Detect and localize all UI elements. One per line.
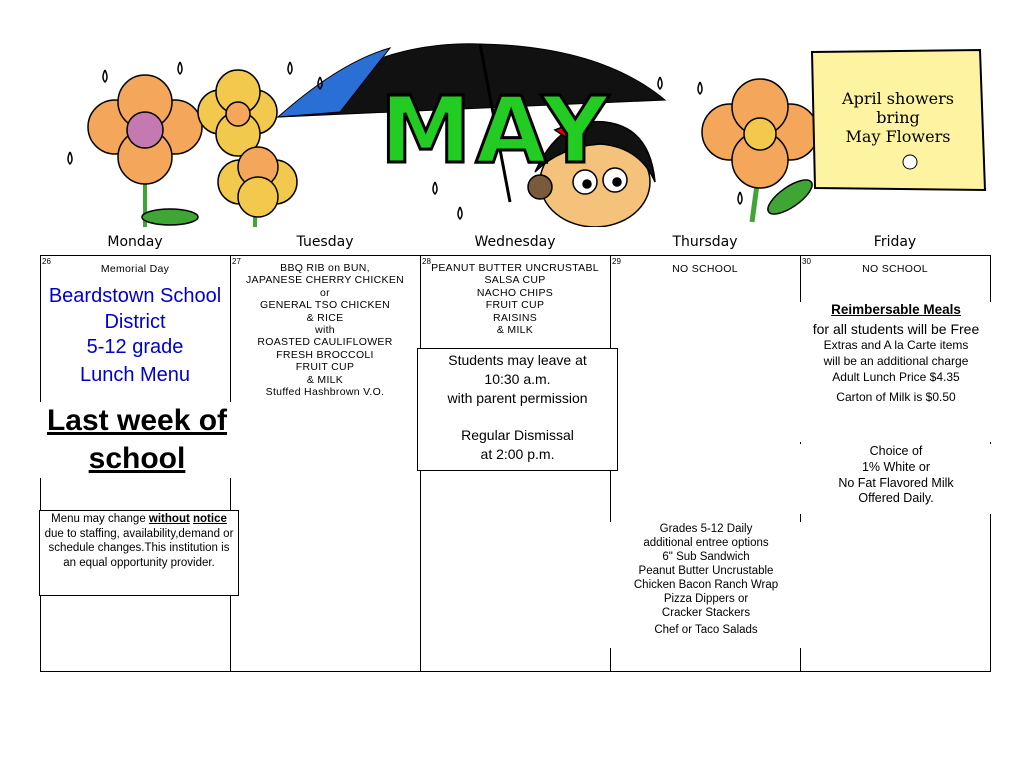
menu-item: FRUIT CUP	[295, 361, 355, 374]
date-number: 27	[232, 257, 241, 266]
menu-item: Stuffed Hashbrown V.O.	[265, 386, 385, 399]
last-week-notice	[32, 402, 242, 478]
tuesday-menu	[231, 262, 419, 398]
flower-icon	[903, 155, 917, 169]
dismissal-line	[418, 407, 617, 426]
meals-line: for all students will be Free	[812, 321, 980, 337]
last-week-line: Last week of	[46, 404, 228, 437]
dismissal-line: 10:30 a.m.	[484, 370, 551, 387]
date-number: 30	[802, 257, 811, 266]
option-line: additional entree options	[643, 537, 769, 549]
dismissal-notice-box	[417, 348, 618, 471]
meals-line: Extras and A la Carte items	[823, 338, 969, 352]
meals-line: Carton of Milk is $0.50	[836, 390, 956, 404]
milk-info	[796, 444, 996, 514]
sign-line: April showers	[842, 89, 954, 108]
date-number: 26	[42, 257, 51, 266]
district-line: Lunch Menu	[79, 363, 191, 386]
milk-line: No Fat Flavored Milk	[838, 475, 954, 490]
last-week-line: school	[88, 442, 186, 475]
menu-item: & RICE	[306, 311, 344, 324]
day-header-wednesday: Wednesday	[474, 234, 556, 250]
menu-item: ROASTED CAULIFLOWER	[257, 336, 393, 349]
meals-line: Adult Lunch Price $4.35	[832, 370, 960, 384]
milk-line: Offered Daily.	[858, 491, 934, 506]
menu-item: SALSA CUP	[484, 274, 546, 287]
option-line: Peanut Butter Uncrustable	[638, 565, 774, 577]
menu-item: with	[315, 324, 335, 337]
menu-item: or	[320, 286, 330, 299]
day-header-friday: Friday	[873, 234, 917, 250]
month-title: MAY	[380, 77, 613, 184]
holiday-label: Memorial Day	[100, 263, 170, 275]
meals-line: will be an additional charge	[823, 354, 969, 368]
menu-item: RAISINS	[492, 311, 538, 324]
entree-options	[604, 522, 808, 648]
sign-line: bring	[876, 108, 920, 127]
milk-line: 1% White or	[861, 459, 931, 474]
day-header-monday: Monday	[107, 234, 163, 250]
sign-line: May Flowers	[845, 127, 951, 146]
option-line: Cracker Stackers	[661, 607, 751, 619]
district-line: District	[104, 310, 166, 333]
status-label: NO SCHOOL	[862, 263, 928, 275]
menu-item: FRUIT CUP	[485, 299, 545, 312]
menu-item: FRESH BROCCOLI	[276, 348, 374, 361]
dismissal-line: Regular Dismissal	[461, 427, 574, 444]
flower-icon	[702, 79, 818, 222]
option-line: Chef or Taco Salads	[654, 624, 758, 636]
dismissal-line: at 2:00 p.m.	[480, 445, 555, 462]
menu-disclaimer-box	[39, 510, 239, 596]
date-number: 28	[422, 257, 431, 266]
district-line: Beardstown School	[48, 285, 222, 307]
menu-item: BBQ RIB on BUN,	[280, 262, 370, 274]
district-line: 5-12 grade	[86, 336, 184, 358]
dismissal-line: Students may leave at	[448, 352, 587, 368]
date-number: 29	[612, 257, 621, 266]
wednesday-menu	[421, 262, 609, 336]
meals-info	[796, 302, 996, 442]
district-title	[40, 284, 230, 388]
menu-item: NACHO CHIPS	[476, 286, 554, 299]
day-header-thursday: Thursday	[672, 234, 738, 250]
flower-icon	[88, 70, 297, 227]
banner-illustration	[40, 22, 1000, 227]
option-line: 6" Sub Sandwich	[662, 551, 750, 563]
menu-item: & MILK	[306, 373, 344, 386]
option-line: Pizza Dippers or	[663, 593, 749, 605]
option-line: Chicken Bacon Ranch Wrap	[633, 579, 779, 591]
menu-item: & MILK	[496, 324, 534, 337]
menu-item: GENERAL TSO CHICKEN	[260, 299, 390, 312]
option-line: Grades 5-12 Daily	[659, 523, 753, 535]
milk-line: Choice of	[869, 444, 923, 458]
day-header-tuesday: Tuesday	[296, 234, 354, 250]
status-label: NO SCHOOL	[672, 263, 738, 275]
menu-item: JAPANESE CHERRY CHICKEN	[245, 274, 405, 287]
menu-disclaimer: Menu may change without notice due to staffing, availability,demand or schedule changes.This institution is an equal opportunity provider.	[44, 513, 234, 569]
meals-title: Reimbersable Meals	[831, 302, 961, 317]
dismissal-line: with parent permission	[447, 389, 588, 406]
menu-item: PEANUT BUTTER UNCRUSTABL	[431, 262, 599, 274]
